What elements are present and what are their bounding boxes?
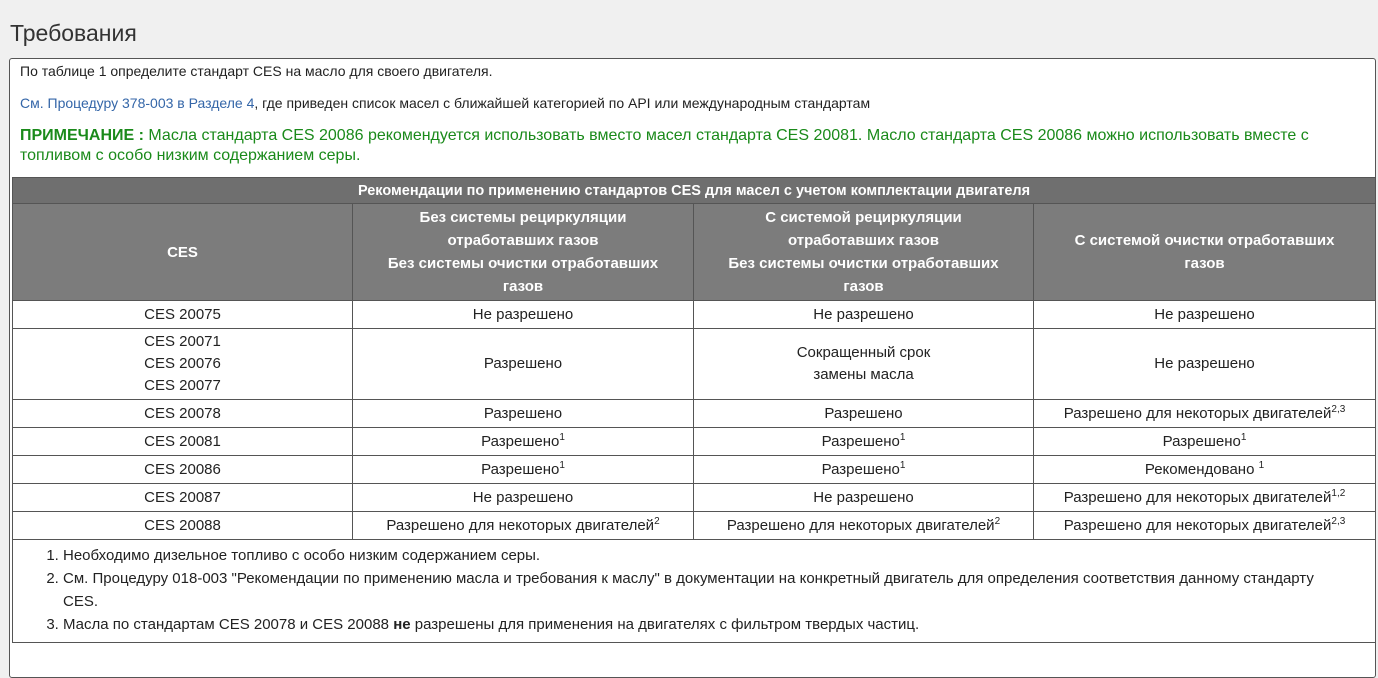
- cell-aftertreatment: Не разрешено: [1034, 301, 1376, 329]
- cell-egr: Не разрешено: [694, 484, 1034, 512]
- intro-text: По таблице 1 определите стандарт CES на масло для своего двигателя.: [20, 63, 493, 79]
- cell-ces: CES 20075: [13, 301, 353, 329]
- header-line: Без системы очистки отработавших: [387, 255, 659, 272]
- cell-no-egr: Не разрешено: [353, 301, 694, 329]
- note-block: [20, 126, 1310, 166]
- table-row: [13, 512, 1376, 540]
- cell-aftertreatment: Разрешено для некоторых двигателей$^{2,3}$: [1034, 400, 1376, 428]
- footnote-3: 3. Масла по стандартам CES 20078 и CES 20088 не разрешены для применения на двигателях с фильтром твердых частиц.: [63, 613, 1375, 636]
- ces-recommendations-table: [12, 177, 1376, 643]
- cell-egr: Разрешено для некоторых двигателей$^2$: [694, 512, 1034, 540]
- header-aftertreatment: [1034, 204, 1376, 301]
- header-line: газов: [843, 278, 884, 295]
- cell-egr: Разрешено$^1$: [694, 428, 1034, 456]
- table-row: [13, 428, 1376, 456]
- cell-aftertreatment: Разрешено для некоторых двигателей$^{1,2}$: [1034, 484, 1376, 512]
- footnotes-row: [13, 540, 1376, 643]
- cell-egr: Сокращенный срок замены масла: [694, 329, 1034, 400]
- header-no-egr-no-aftertreatment: [353, 204, 694, 301]
- cell-no-egr: Разрешено: [353, 329, 694, 400]
- header-line: Без системы очистки отработавших: [728, 255, 999, 272]
- cell-no-egr: Разрешено: [353, 400, 694, 428]
- table-row: [13, 484, 1376, 512]
- cell-no-egr: Не разрешено: [353, 484, 694, 512]
- cell-ces: CES 20086: [13, 456, 353, 484]
- cell-ces: CES 20087: [13, 484, 353, 512]
- footnotes-cell: [13, 540, 1376, 643]
- footnote-2: 2. См. Процедуру 018-003 "Рекомендации по применению масла и требования к маслу" в документации на конкретный двигатель для определения соответствия данному стандарту CES.: [63, 567, 1375, 613]
- see-procedure-text: [20, 95, 870, 111]
- cell-egr: Разрешено: [694, 400, 1034, 428]
- table-row: [13, 400, 1376, 428]
- header-line: С системой рециркуляции: [765, 209, 962, 226]
- table-caption: Рекомендации по применению стандартов CES для масел с учетом комплектации двигателя: [13, 178, 1376, 204]
- cell-ces: CES 20081: [13, 428, 353, 456]
- cell-ces: CES 20088: [13, 512, 353, 540]
- cell-no-egr: Разрешено$^1$: [353, 428, 694, 456]
- procedure-link[interactable]: См. Процедуру 378-003 в Разделе 4: [20, 95, 255, 111]
- requirements-panel: [9, 58, 1376, 678]
- cell-ces: CES 20071 CES 20076 CES 20077: [13, 329, 353, 400]
- header-egr-no-aftertreatment: [694, 204, 1034, 301]
- header-line: газов: [502, 278, 544, 295]
- table-row: [13, 456, 1376, 484]
- note-label: ПРИМЕЧАНИЕ :: [20, 127, 144, 144]
- cell-aftertreatment: Разрешено для некоторых двигателей$^{2,3}$: [1034, 512, 1376, 540]
- page-title: Требования: [10, 20, 137, 46]
- cell-egr: Разрешено$^1$: [694, 456, 1034, 484]
- note-text: Масла стандарта CES 20086 рекомендуется использовать вместо масел стандарта CES 20081. Масло стандарта CES 20086 можно использовать вместе с топливом с особо низким содержанием серы.: [20, 127, 1309, 164]
- table-row: [13, 301, 1376, 329]
- footnotes-list: [13, 540, 1375, 642]
- cell-aftertreatment: Разрешено$^1$: [1034, 428, 1376, 456]
- cell-aftertreatment: Не разрешено: [1034, 329, 1376, 400]
- cell-ces: CES 20078: [13, 400, 353, 428]
- header-line: отработавших газов: [787, 232, 940, 249]
- footnote-1: 1. Необходимо дизельное топливо с особо низким содержанием серы.: [63, 544, 1375, 567]
- header-ces: CES: [13, 204, 353, 301]
- header-line: С системой очистки отработавших: [1074, 232, 1335, 249]
- see-procedure-rest: , где приведен список масел с ближайшей категорией по API или международным стандартам: [254, 95, 871, 111]
- cell-no-egr: Разрешено для некоторых двигателей$^2$: [353, 512, 694, 540]
- table-row: [13, 329, 1376, 400]
- header-line: газов: [1184, 255, 1225, 272]
- cell-aftertreatment: Рекомендовано $^1$: [1034, 456, 1376, 484]
- header-line: отработавших газов: [447, 232, 599, 249]
- cell-egr: Не разрешено: [694, 301, 1034, 329]
- header-line: Без системы рециркуляции: [419, 209, 627, 226]
- cell-no-egr: Разрешено$^1$: [353, 456, 694, 484]
